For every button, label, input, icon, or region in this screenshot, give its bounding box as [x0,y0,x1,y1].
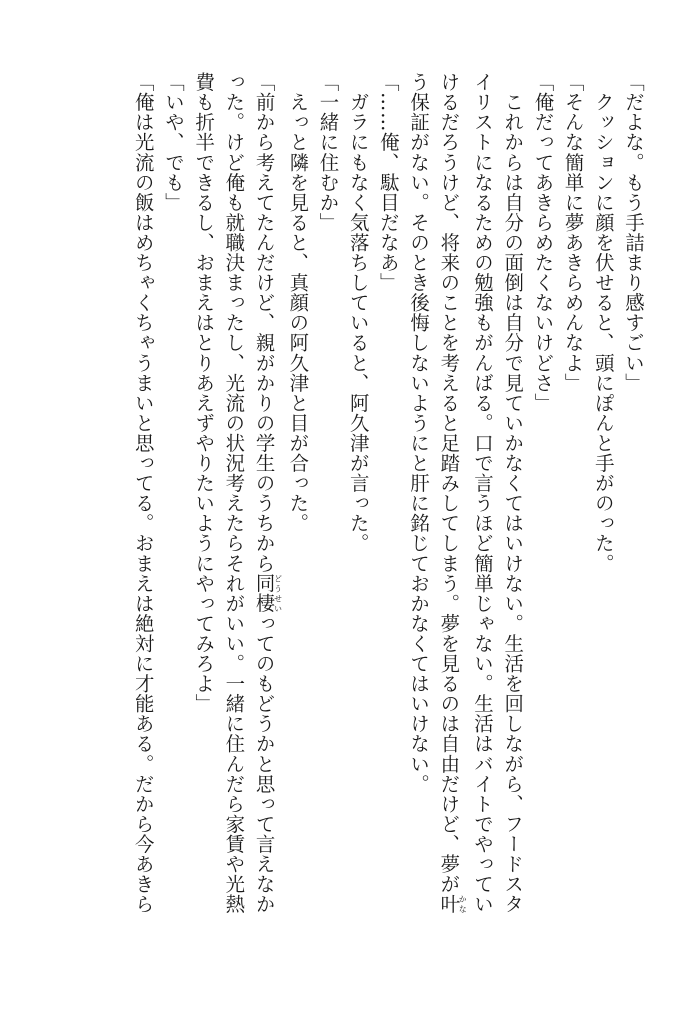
text-line-12 [282,72,312,947]
line-text: クッションに顔を伏せると、頭にぽんと手がのった。 [591,72,615,574]
text-line-9 [373,72,403,947]
text-line-10 [342,72,372,947]
text-line-7 [433,72,467,947]
line-text: 「……俺、駄目だなあ」 [376,72,400,293]
line-text: 「前から考えてたんだけど、親がかりの学生のうちから [252,72,276,574]
ruby-reading: かな [458,894,468,915]
text-line-11 [312,72,342,947]
text-line-2 [588,72,618,947]
text-line-16 [158,72,188,947]
line-text: イリストになるための勉強もがんばる。口で言うほど簡単じゃない。生活はバイトでやってい [470,72,494,915]
text-line-1 [618,72,648,947]
line-text: った。けど俺も就職決まったし、光流の状況考えたらそれがいい。一緒に住んだら家賃や光熱 [222,72,246,915]
line-text: えっと隣を見ると、真顔の阿久津と目が合った。 [286,72,310,534]
line-text: 費も折半できるし、おまえはとりあえずやりたいようにやってみろよ」 [192,72,216,714]
line-text: けるだろうけど、将来のことを考えると足踏みしてしまう。夢を見るのは自由だけど、夢が [437,72,461,895]
text-line-15 [188,72,218,947]
furigana-ruby [252,573,283,614]
ruby-reading: どうせい [273,573,283,614]
line-text: ガラにもなく気落ちしていると、阿久津が言った。 [346,72,370,554]
line-text: ってのもどうかと思って言えなか [252,613,276,915]
text-line-17 [128,72,158,947]
vertical-text-block [128,72,648,947]
line-text: う保証がない。そのとき後悔しないようにと肝に銘じておかなくてはいけない。 [407,72,431,794]
ruby-base: 叶 [437,894,461,915]
text-line-3 [557,72,587,947]
furigana-ruby [437,894,468,915]
line-text: 「いや、でも」 [161,72,185,213]
text-line-4 [527,72,557,947]
line-text: 「そんな簡単に夢あきらめんなよ」 [561,72,585,393]
line-text: これからは自分の面倒は自分で見ていかなくてはいけない。生活を回しながら、フードスタ [501,72,525,915]
line-text: 「だよな。もう手詰まり感すごい」 [622,72,645,393]
line-text: 「俺だってあきらめたくないけどさ」 [531,72,555,413]
text-line-8 [403,72,433,947]
text-line-14 [218,72,248,947]
line-text: 「一緒に住むか」 [316,72,340,233]
text-line-13 [248,72,282,947]
text-line-6 [467,72,497,947]
text-line-5 [497,72,527,947]
ruby-base: 同棲 [252,573,276,614]
line-text: 「俺は光流の飯はめちゃくちゃうまいと思ってる。おまえは絶対に才能ある。だから今あきら [131,72,155,915]
